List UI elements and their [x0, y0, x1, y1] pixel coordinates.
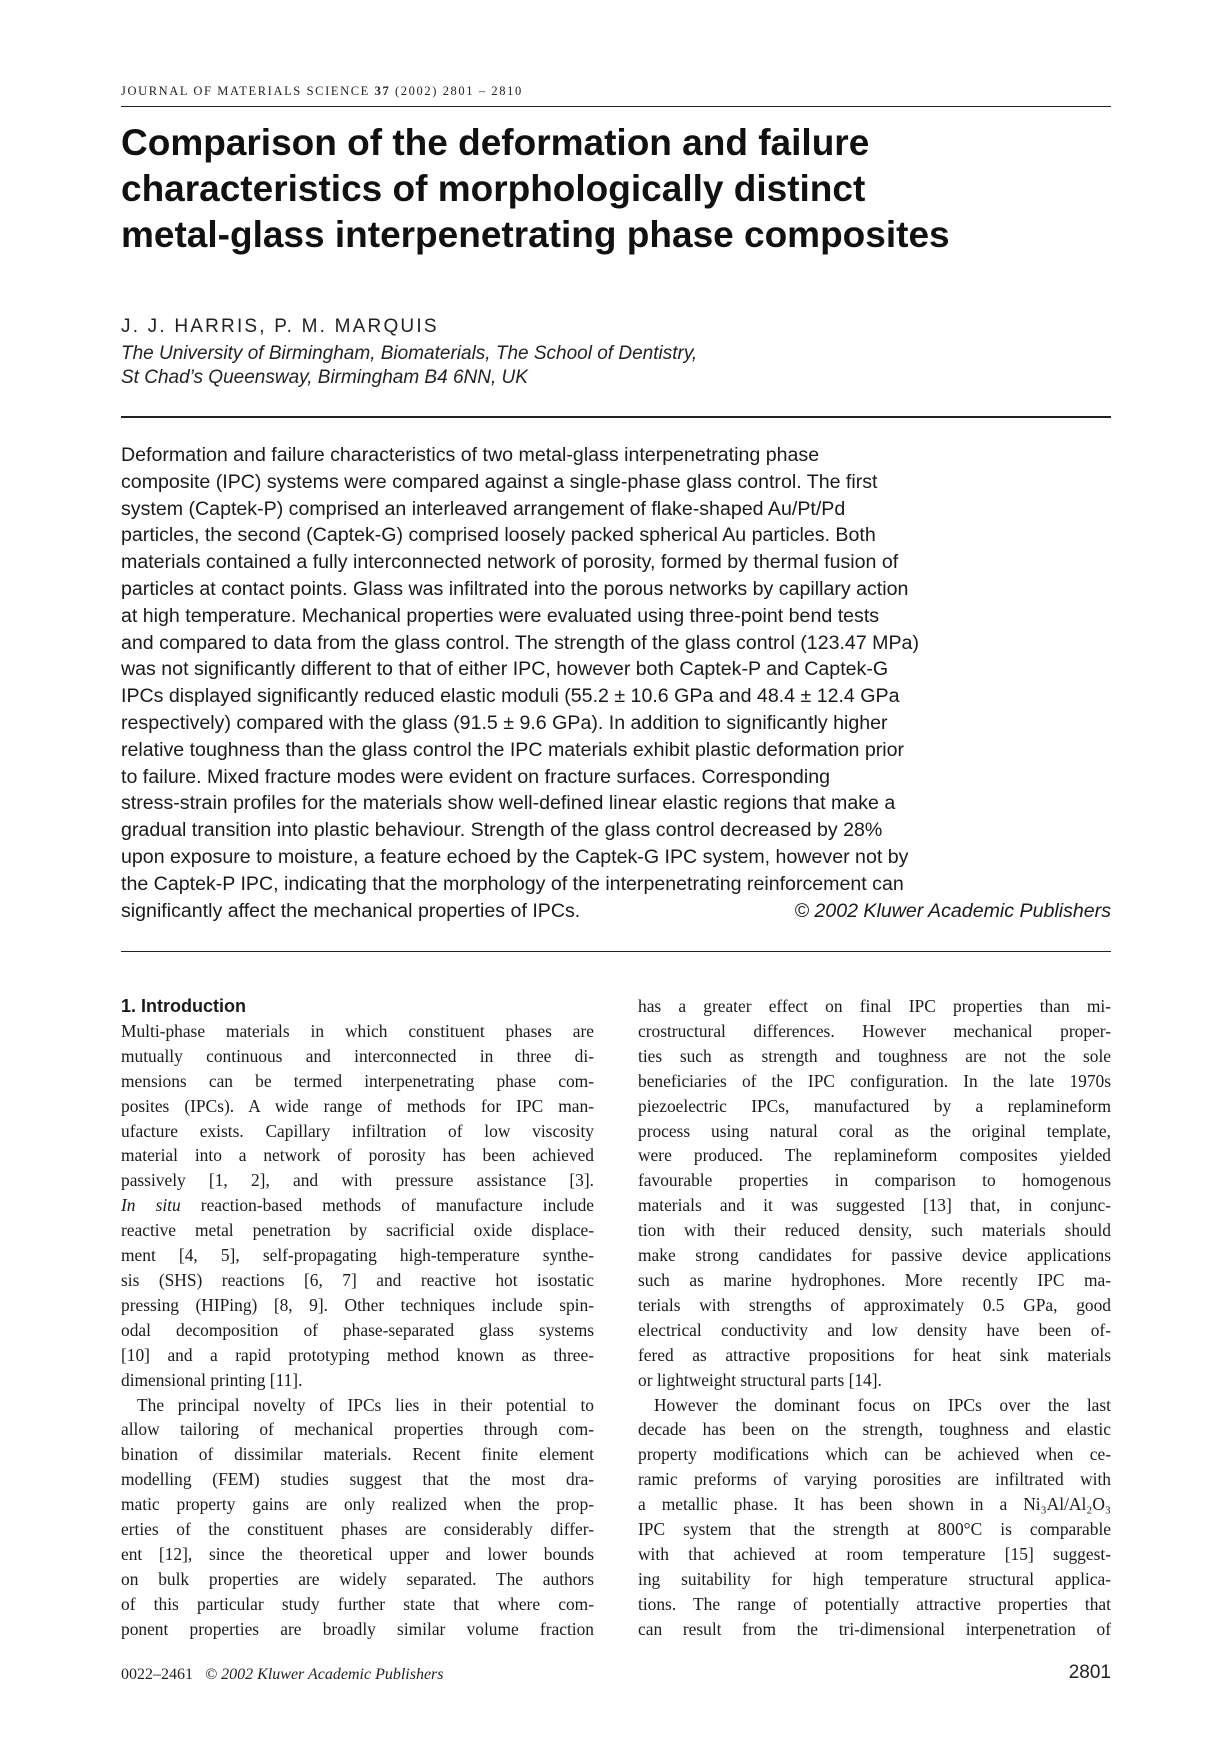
emphasis: In situ	[121, 1195, 181, 1216]
header-rule	[121, 106, 1111, 107]
abstract-line: stress-strain profiles for the materials show well-defined linear elastic regions that make a	[121, 792, 896, 815]
body-text-line: materials and it was suggested [13] that, in conjunc-	[638, 1195, 1111, 1216]
body-text-line: passively [1, 2], and with pressure assistance [3].	[121, 1170, 594, 1191]
body-text-line: IPC system that the strength at 800°C is comparable	[638, 1519, 1111, 1540]
body-text-line: electrical conductivity and low density have been of-	[638, 1319, 1111, 1340]
body-text-line: The principal novelty of IPCs lies in their potential to	[137, 1394, 594, 1415]
body-text-line: has a greater effect on final IPC properties than mi-	[638, 996, 1111, 1016]
body-text-line: Multi-phase materials in which constituent phases are	[121, 1020, 594, 1041]
body-text-line: a metallic phase. It has been shown in a Ni₃Al/Al₂O₃	[638, 1494, 1111, 1515]
abstract-line: upon exposure to moisture, a feature echoed by the Captek-G IPC system, however not by	[121, 845, 909, 868]
affiliation-line: The University of Birmingham, Biomaterials, The School of Dentistry,	[121, 343, 698, 364]
body-text-line: posites (IPCs). A wide range of methods for IPC man-	[121, 1095, 594, 1116]
authors: J. J. HARRIS, P. M. MARQUIS	[121, 316, 439, 337]
abstract-line: the Captek-P IPC, indicating that the morphology of the interpenetrating reinforcement can	[121, 872, 904, 895]
body-text-line: of this particular study further state that where com-	[121, 1593, 594, 1614]
body-text-line: ramic preforms of varying porosities are infiltrated with	[638, 1469, 1111, 1490]
abstract-top-rule	[121, 416, 1111, 418]
journal-year-pages: (2002) 2801 – 2810	[395, 84, 523, 98]
abstract-line: composite (IPC) systems were compared against a single-phase glass control. The first	[121, 470, 878, 493]
body-text-line: beneficiaries of the IPC configuration. In the late 1970s	[638, 1070, 1111, 1091]
title-line: Comparison of the deformation and failure	[121, 122, 870, 163]
body-text-line: favourable properties in comparison to homogenous	[638, 1170, 1111, 1191]
body-text-line: modelling (FEM) studies suggest that the most dra-	[121, 1469, 594, 1490]
right-column	[638, 994, 1111, 1642]
body-text-line: allow tailoring of mechanical properties through com-	[121, 1419, 594, 1440]
body-text-line: ponent properties are broadly similar volume fraction	[121, 1618, 594, 1639]
body-text-line: bination of dissimilar materials. Recent finite element	[121, 1444, 594, 1465]
body-text-line: However the dominant focus on IPCs over the last	[654, 1394, 1111, 1415]
body-text-line: with that achieved at room temperature [15] suggest-	[638, 1543, 1111, 1564]
body-text-line: odal decomposition of phase-separated glass systems	[121, 1319, 594, 1340]
abstract-last-line	[121, 898, 1111, 925]
body-text-line: terials with strengths of approximately 0.5 GPa, good	[638, 1294, 1111, 1315]
footer-issn-copyright	[121, 1666, 444, 1684]
body-text-line: dimensional printing [11].	[121, 1369, 303, 1390]
body-text-line: fered as attractive propositions for heat sink materials	[638, 1344, 1111, 1365]
abstract-line: relative toughness than the glass control the IPC materials exhibit plastic deformation prior	[121, 738, 905, 761]
body-text-line: [10] and a rapid prototyping method known as three-	[121, 1344, 594, 1365]
abstract-line: Deformation and failure characteristics of two metal-glass interpenetrating phase	[121, 444, 820, 466]
body-text-line: ufacture exists. Capillary infiltration of low viscosity	[121, 1120, 594, 1141]
abstract-line: particles at contact points. Glass was infiltrated into the porous networks by capillary action	[121, 577, 909, 600]
body-text-line: can result from the tri-dimensional interpenetration of	[638, 1618, 1111, 1639]
abstract-line: materials contained a fully interconnected network of porosity, formed by thermal fusion of	[121, 551, 899, 574]
body-text-line: erties of the constituent phases are considerably differ-	[121, 1519, 594, 1540]
paper-title	[121, 120, 1111, 258]
body-text-line: piezoelectric IPCs, manufactured by a replamineform	[638, 1095, 1111, 1116]
affiliation	[121, 342, 1111, 390]
body-text-line: ties such as strength and toughness are not the sole	[638, 1045, 1111, 1066]
page-number: 2801	[1068, 1662, 1111, 1683]
body-text-line: crostructural differences. However mechanical proper-	[638, 1020, 1111, 1041]
body-text-line: ing suitability for high temperature structural applica-	[638, 1568, 1111, 1589]
body-text-line: mensions can be termed interpenetrating phase com-	[121, 1070, 594, 1091]
body-text-line: mutually continuous and interconnected in three di-	[121, 1045, 594, 1066]
abstract-line: gradual transition into plastic behaviour. Strength of the glass control decreased by 28%	[121, 819, 883, 842]
body-text-line: tions. The range of potentially attractive properties that	[638, 1593, 1111, 1614]
left-column	[121, 994, 594, 1642]
body-text-line: or lightweight structural parts [14].	[638, 1369, 882, 1390]
abstract-line: was not significantly different to that of either IPC, however both Captek-P and Captek-G	[121, 658, 889, 681]
abstract-line: system (Captek-P) comprised an interleaved arrangement of flake-shaped Au/Pt/Pd	[121, 497, 846, 520]
body-text-line: such as marine hydrophones. More recently IPC ma-	[638, 1269, 1111, 1290]
body-text-line: pressing (HIPing) [8, 9]. Other techniques include spin-	[121, 1294, 594, 1315]
section-heading-introduction: 1. Introduction	[121, 996, 246, 1016]
body-text-line: sis (SHS) reactions [6, 7] and reactive hot isostatic	[121, 1269, 594, 1290]
body-text-line: matic property gains are only realized when the prop-	[121, 1494, 594, 1515]
body-text-line: property modifications which can be achieved when ce-	[638, 1444, 1111, 1465]
abstract-line: IPCs displayed significantly reduced elastic moduli (55.2 ± 10.6 GPa and 48.4 ± 12.4 GPa	[121, 685, 900, 708]
body-text-line: make strong candidates for passive device applications	[638, 1245, 1111, 1266]
body-text-line: were produced. The replamineform composites yielded	[638, 1145, 1111, 1166]
body-text-line: ment [4, 5], self-propagating high-temperature synthe-	[121, 1245, 594, 1266]
body-text-line: decade has been on the strength, toughness and elastic	[638, 1419, 1111, 1440]
abstract-copyright: © 2002 Kluwer Academic Publishers	[794, 899, 1111, 922]
abstract-line: at high temperature. Mechanical properties were evaluated using three-point bend tests	[121, 604, 880, 627]
body-text-line: material into a network of porosity has been achieved	[121, 1145, 594, 1166]
body-text-line: reactive metal penetration by sacrificial oxide displace-	[121, 1220, 594, 1241]
abstract	[121, 442, 1111, 924]
body-text-line: on bulk properties are widely separated. The authors	[121, 1568, 594, 1589]
body-text-line: ent [12], since the theoretical upper and lower bounds	[121, 1543, 594, 1564]
body-text-line: In situ reaction-based methods of manufacture include	[121, 1195, 594, 1216]
abstract-line: particles, the second (Captek-G) comprised loosely packed spherical Au particles. Both	[121, 524, 876, 547]
body-text-line: process using natural coral as the original template,	[638, 1120, 1111, 1141]
title-line: metal-glass interpenetrating phase composites	[121, 214, 950, 255]
journal-volume: 37	[374, 84, 391, 98]
footer-issn: 0022–2461	[121, 1666, 193, 1683]
abstract-line: and compared to data from the glass control. The strength of the glass control (123.47 MPa)	[121, 631, 919, 654]
journal-name: JOURNAL OF MATERIALS SCIENCE	[121, 84, 370, 98]
footer-copyright: © 2002 Kluwer Academic Publishers	[205, 1666, 444, 1683]
abstract-line: respectively) compared with the glass (91.5 ± 9.6 GPa). In addition to significantly higher	[121, 711, 888, 734]
affiliation-line: St Chad’s Queensway, Birmingham B4 6NN, UK	[121, 367, 528, 388]
abstract-line: to failure. Mixed fracture modes were evident on fracture surfaces. Corresponding	[121, 765, 830, 788]
abstract-last-text: significantly affect the mechanical properties of IPCs.	[121, 899, 581, 922]
body-text-line: tion with their reduced density, such materials should	[638, 1220, 1111, 1241]
title-line: characteristics of morphologically distinct	[121, 168, 866, 209]
abstract-bottom-rule	[121, 951, 1111, 952]
running-head	[121, 84, 1111, 99]
